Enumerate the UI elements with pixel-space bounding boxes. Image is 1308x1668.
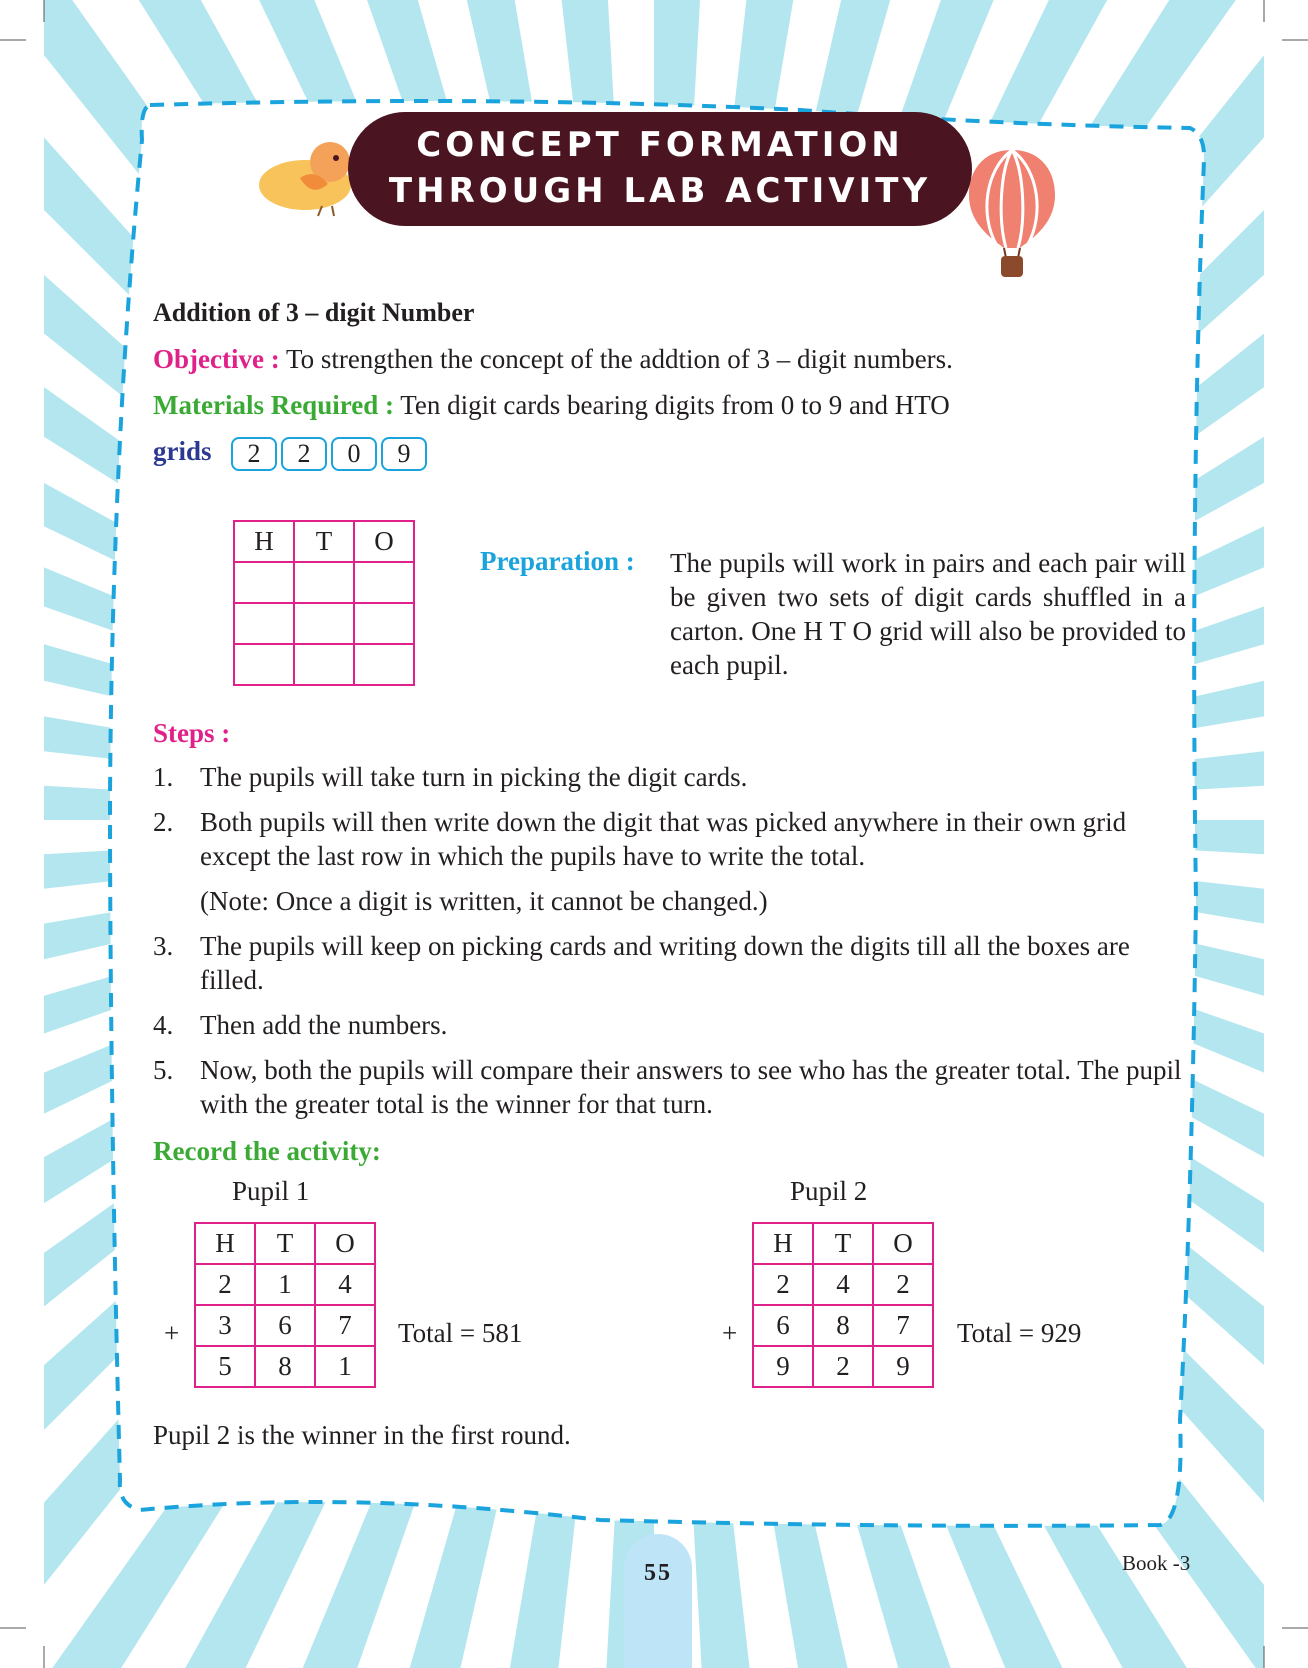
- grid-cell: [354, 644, 414, 685]
- pupil-1-grid: [194, 1222, 376, 1388]
- record-label: Record the activity:: [153, 1136, 381, 1166]
- header-t: T: [255, 1223, 315, 1264]
- step-number: 1.: [153, 762, 174, 792]
- grids-line: [153, 436, 431, 471]
- header-h: H: [753, 1223, 813, 1264]
- grid-cell: 3: [195, 1305, 255, 1346]
- grid-cell: [354, 603, 414, 644]
- step-text: The pupils will keep on picking cards and writing down the digits till all the boxes are filled.: [200, 931, 1130, 995]
- pupil-2-total: Total = 929: [957, 1318, 1082, 1348]
- activity-heading: Addition of 3 – digit Number: [153, 298, 475, 327]
- header-h: H: [234, 521, 294, 562]
- header-o: O: [354, 521, 414, 562]
- grid-cell: 2: [813, 1346, 873, 1387]
- header-t: T: [294, 521, 354, 562]
- grid-row: [195, 1264, 375, 1305]
- conclusion-text: Pupil 2 is the winner in the first round.: [153, 1420, 571, 1450]
- pupil-2-plus-sign: +: [722, 1318, 738, 1348]
- step-item: [153, 760, 1193, 794]
- grid-cell: [234, 603, 294, 644]
- header-o: O: [873, 1223, 933, 1264]
- title-line-1: CONCEPT FORMATION: [416, 125, 904, 165]
- book-label: Book -3: [1122, 1551, 1191, 1575]
- grid-row: [195, 1346, 375, 1387]
- grid-cell: [234, 562, 294, 603]
- pupil-2-name: Pupil 2: [790, 1176, 868, 1206]
- pupil-1-plus-sign: +: [164, 1318, 180, 1348]
- grid-header-row: [234, 521, 414, 562]
- header-h: H: [195, 1223, 255, 1264]
- grid-row: [195, 1305, 375, 1346]
- grid-cell: 2: [873, 1264, 933, 1305]
- grid-cell: 5: [195, 1346, 255, 1387]
- step-text: Then add the numbers.: [200, 1010, 448, 1040]
- step-item: [153, 929, 1193, 997]
- grid-cell: 4: [315, 1264, 375, 1305]
- digit-card: 2: [231, 437, 277, 471]
- grid-row: [234, 644, 414, 685]
- pupil-2-grid: [752, 1222, 934, 1388]
- materials-label: Materials Required :: [153, 390, 394, 420]
- grid-header-row: [195, 1223, 375, 1264]
- objective-label: Objective :: [153, 344, 280, 374]
- steps-list: [153, 760, 1193, 1132]
- grid-cell: 1: [255, 1264, 315, 1305]
- grid-row: [234, 603, 414, 644]
- pupil-1-name: Pupil 1: [232, 1176, 310, 1206]
- grid-cell: [234, 644, 294, 685]
- objective-text: To strengthen the concept of the addtion of 3 – digit numbers.: [285, 344, 953, 374]
- step-number: 4.: [153, 1010, 174, 1040]
- digit-card: 0: [331, 437, 377, 471]
- grid-row: [753, 1264, 933, 1305]
- grid-cell: [354, 562, 414, 603]
- grid-cell: 8: [813, 1305, 873, 1346]
- step-note-text: (Note: Once a digit is written, it cannot be changed.): [200, 886, 768, 916]
- pupil-1-total: Total = 581: [398, 1318, 523, 1348]
- page-number: 55: [624, 1534, 692, 1668]
- grid-cell: [294, 603, 354, 644]
- step-text: The pupils will take turn in picking the digit cards.: [200, 762, 748, 792]
- grid-cell: 1: [315, 1346, 375, 1387]
- empty-hto-grid: [233, 520, 415, 686]
- header-o: O: [315, 1223, 375, 1264]
- step-number: 2.: [153, 807, 174, 837]
- grid-row: [234, 562, 414, 603]
- grid-cell: 6: [255, 1305, 315, 1346]
- title-banner: [348, 112, 972, 226]
- step-note: [153, 884, 1193, 918]
- step-number: 3.: [153, 931, 174, 961]
- header-t: T: [813, 1223, 873, 1264]
- step-item: [153, 805, 1193, 873]
- grid-cell: 7: [873, 1305, 933, 1346]
- grid-cell: 2: [195, 1264, 255, 1305]
- grid-cell: [294, 644, 354, 685]
- preparation-text: The pupils will work in pairs and each pair will be given two sets of digit cards shuffled in a carton. One H T O grid will also be provided to each pupil.: [670, 548, 1186, 680]
- step-text: Now, both the pupils will compare their answers to see who has the greater total. The pupil with the greater total is the winner for that turn.: [200, 1055, 1182, 1119]
- grids-label: grids: [153, 436, 212, 466]
- materials-text: Ten digit cards bearing digits from 0 to 9 and HTO: [400, 390, 950, 420]
- grid-cell: 9: [873, 1346, 933, 1387]
- grid-cell: 8: [255, 1346, 315, 1387]
- step-text: Both pupils will then write down the digit that was picked anywhere in their own grid except the last row in which the pupils have to write the total.: [200, 807, 1127, 871]
- digit-card: 2: [281, 437, 327, 471]
- step-number: 5.: [153, 1055, 174, 1085]
- preparation-label: Preparation :: [480, 546, 635, 576]
- grid-cell: 6: [753, 1305, 813, 1346]
- materials-line: [153, 390, 950, 421]
- grid-cell: 2: [753, 1264, 813, 1305]
- grid-cell: 7: [315, 1305, 375, 1346]
- title-line-2: THROUGH LAB ACTIVITY: [388, 171, 932, 211]
- step-item: [153, 1008, 1193, 1042]
- digit-card: 9: [381, 437, 427, 471]
- grid-header-row: [753, 1223, 933, 1264]
- grid-row: [753, 1305, 933, 1346]
- grid-cell: 4: [813, 1264, 873, 1305]
- step-item: [153, 1053, 1193, 1121]
- grid-cell: [294, 562, 354, 603]
- objective-line: [153, 344, 953, 375]
- grid-row: [753, 1346, 933, 1387]
- steps-label: Steps :: [153, 718, 231, 748]
- grid-cell: 9: [753, 1346, 813, 1387]
